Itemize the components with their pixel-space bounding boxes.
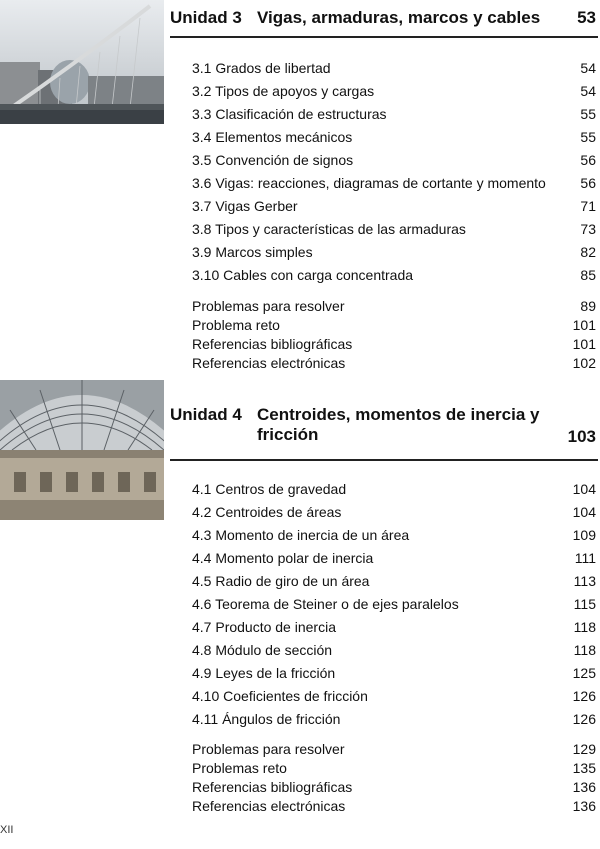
toc-entry-page: 82 (580, 244, 596, 260)
toc-entry-page: 54 (580, 60, 596, 76)
toc-section-entry[interactable] (192, 616, 598, 639)
toc-entry-label: 3.6 Vigas: reacciones, diagramas de cortante y momento (192, 175, 546, 191)
toc-section-entry[interactable] (192, 478, 598, 501)
toc-entry-page: 118 (573, 619, 596, 635)
dome-gallery-photo (0, 380, 164, 520)
toc-section-entry[interactable] (192, 195, 598, 218)
toc-section-entry[interactable] (192, 57, 598, 80)
bridge-photo (0, 0, 164, 124)
toc-entry-page: 129 (572, 741, 596, 757)
toc-section-entry[interactable] (192, 103, 598, 126)
toc-section-entry[interactable] (192, 593, 598, 616)
toc-entry-page: 102 (572, 355, 596, 371)
toc-entry-page: 54 (580, 83, 596, 99)
toc-entry-page: 85 (580, 267, 596, 283)
toc-entry-label: 3.5 Convención de signos (192, 152, 354, 168)
toc-entry-label: 4.5 Radio de giro de un área (192, 573, 370, 589)
toc-entry-page: 136 (572, 779, 596, 795)
page-folio: XII (0, 824, 14, 836)
toc-extra-entry[interactable] (192, 316, 598, 335)
toc-section-entry[interactable] (192, 547, 598, 570)
toc-section-entry[interactable] (192, 218, 598, 241)
toc-entry-page: 118 (573, 642, 596, 658)
toc-entry-page: 109 (572, 527, 596, 543)
toc-extra-entry[interactable] (192, 297, 598, 316)
toc-entry-label: 4.3 Momento de inercia de un área (192, 527, 410, 543)
toc-entry-page: 56 (580, 175, 596, 191)
toc-entry-page: 104 (572, 481, 596, 497)
toc-entry-page: 56 (580, 152, 596, 168)
toc-entry-page: 89 (580, 298, 596, 314)
toc-section-entry[interactable] (192, 126, 598, 149)
toc-entry-page: 125 (572, 665, 596, 681)
toc-section-entry[interactable] (192, 501, 598, 524)
toc-entry-label: 4.9 Leyes de la fricción (192, 665, 336, 681)
toc-section-entry[interactable] (192, 241, 598, 264)
toc-entry-page: 101 (572, 336, 596, 352)
unit-4-label: Unidad 4 (170, 405, 242, 424)
toc-extra-entry[interactable] (192, 335, 598, 354)
toc-extra-entry[interactable] (192, 778, 598, 797)
toc-entry-label: 4.1 Centros de gravedad (192, 481, 347, 497)
toc-section-entry[interactable] (192, 264, 598, 287)
toc-entry-label: 4.2 Centroides de áreas (192, 504, 342, 520)
toc-entry-label: 3.7 Vigas Gerber (192, 198, 298, 214)
unit-3-section-list (192, 57, 598, 287)
toc-entry-label: 4.4 Momento polar de inercia (192, 550, 374, 566)
toc-extra-entry[interactable] (192, 797, 598, 816)
toc-entry-page: 71 (580, 198, 596, 214)
toc-section-entry[interactable] (192, 570, 598, 593)
toc-entry-page: 55 (580, 106, 596, 122)
toc-entry-label: 3.3 Clasificación de estructuras (192, 106, 387, 122)
toc-extra-entry[interactable] (192, 354, 598, 373)
unit-4-page: 103 (567, 427, 596, 446)
toc-entry-label: Referencias bibliográficas (192, 779, 353, 795)
unit-4-header (170, 405, 598, 461)
unit-3-header (170, 8, 598, 38)
toc-entry-page: 136 (572, 798, 596, 814)
toc-section-entry[interactable] (192, 172, 598, 195)
toc-section-entry[interactable] (192, 685, 598, 708)
unit-4-extras-list (192, 740, 598, 816)
toc-entry-label: 3.2 Tipos de apoyos y cargas (192, 83, 375, 99)
toc-section-entry[interactable] (192, 662, 598, 685)
unit-3-title: Vigas, armaduras, marcos y cables (257, 8, 541, 27)
toc-section-entry[interactable] (192, 708, 598, 731)
toc-entry-page: 104 (572, 504, 596, 520)
toc-entry-label: 3.1 Grados de libertad (192, 60, 331, 76)
toc-entry-label: Referencias electrónicas (192, 355, 346, 371)
toc-section-entry[interactable] (192, 80, 598, 103)
toc-entry-page: 111 (574, 550, 596, 566)
toc-section-entry[interactable] (192, 639, 598, 662)
toc-entry-label: Problemas para resolver (192, 298, 345, 314)
toc-entry-page: 126 (572, 688, 596, 704)
unit-3-extras-list (192, 297, 598, 373)
toc-entry-page: 55 (580, 129, 596, 145)
toc-entry-label: Problemas reto (192, 760, 287, 776)
toc-entry-page: 101 (572, 317, 596, 333)
unit-4-section-list (192, 478, 598, 731)
toc-entry-label: Problema reto (192, 317, 280, 333)
unit-4-title: Centroides, momentos de inercia y fricción (257, 405, 540, 444)
toc-entry-label: 4.6 Teorema de Steiner o de ejes paralelos (192, 596, 459, 612)
toc-section-entry[interactable] (192, 149, 598, 172)
toc-extra-entry[interactable] (192, 759, 598, 778)
toc-entry-label: 3.8 Tipos y características de las armaduras (192, 221, 466, 237)
toc-entry-label: 4.10 Coeficientes de fricción (192, 688, 368, 704)
toc-entry-label: 4.8 Módulo de sección (192, 642, 333, 658)
toc-entry-label: 3.4 Elementos mecánicos (192, 129, 353, 145)
toc-entry-label: Referencias bibliográficas (192, 336, 353, 352)
toc-section-entry[interactable] (192, 524, 598, 547)
toc-entry-label: 4.7 Producto de inercia (192, 619, 336, 635)
toc-entry-page: 113 (573, 573, 596, 589)
toc-entry-page: 73 (580, 221, 596, 237)
toc-entry-page: 126 (572, 711, 596, 727)
unit-3-label: Unidad 3 (170, 8, 242, 27)
toc-extra-entry[interactable] (192, 740, 598, 759)
toc-entry-label: 3.9 Marcos simples (192, 244, 313, 260)
toc-entry-label: 4.11 Ángulos de fricción (192, 711, 341, 727)
toc-entry-label: Referencias electrónicas (192, 798, 346, 814)
toc-entry-page: 135 (572, 760, 596, 776)
toc-entry-label: Problemas para resolver (192, 741, 345, 757)
toc-entry-page: 115 (573, 596, 596, 612)
toc-entry-label: 3.10 Cables con carga concentrada (192, 267, 414, 283)
unit-3-page: 53 (577, 8, 596, 27)
